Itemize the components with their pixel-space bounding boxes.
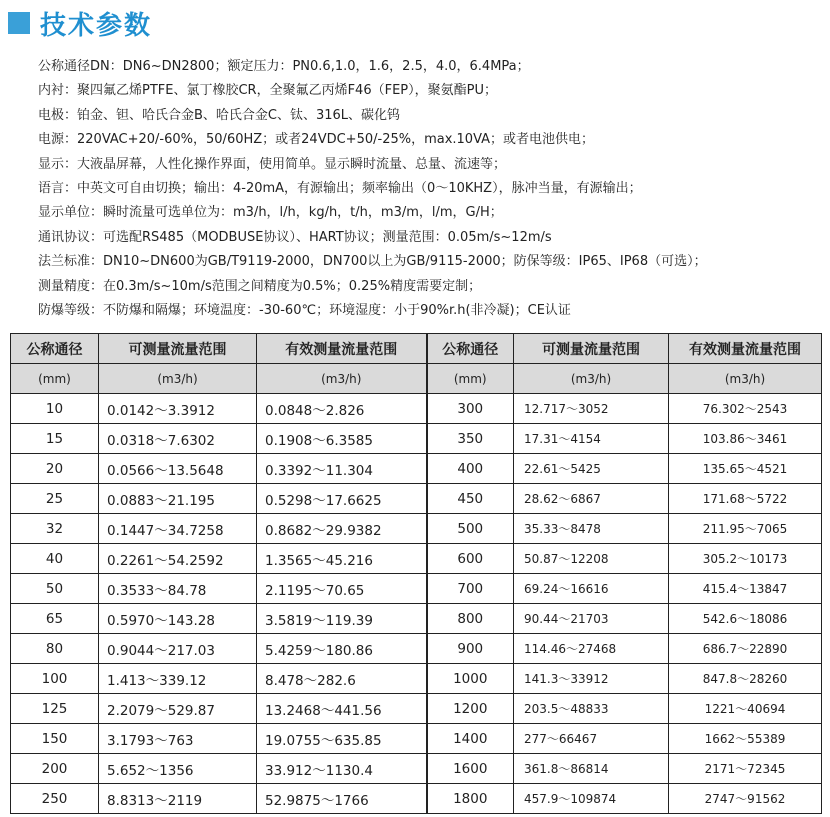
spec-list [38, 55, 823, 323]
flow-range-cell: 0.8682～29.9382 [257, 514, 427, 544]
column-unit: (m3/h) [669, 364, 822, 394]
diameter-cell: 800 [427, 604, 514, 634]
flow-range-cell: 1.413～339.12 [99, 664, 257, 694]
flow-range-cell: 361.8～86814 [514, 754, 669, 784]
flow-range-cell: 2.2079～529.87 [99, 694, 257, 724]
diameter-cell: 1200 [427, 694, 514, 724]
flow-range-cell: 28.62～6867 [514, 484, 669, 514]
spec-line: 电极：铂金、钽、哈氏合金B、哈氏合金C、钛、316L、碳化钨 [38, 107, 401, 123]
table-row [11, 484, 822, 514]
table-row [11, 514, 822, 544]
flow-range-cell: 3.5819～119.39 [257, 604, 427, 634]
flow-range-cell: 17.31～4154 [514, 424, 669, 454]
flow-range-cell: 0.3533～84.78 [99, 574, 257, 604]
diameter-cell: 900 [427, 634, 514, 664]
flow-range-cell: 141.3～33912 [514, 664, 669, 694]
flow-range-cell: 114.46～27468 [514, 634, 669, 664]
column-header: 公称通径 [11, 334, 99, 364]
column-header: 有效测量流量范围 [669, 334, 822, 364]
flow-range-cell: 0.1908～6.3585 [257, 424, 427, 454]
flow-range-cell: 5.4259～180.86 [257, 634, 427, 664]
spec-line: 通讯协议：可选配RS485（MODBUSE协议）、HART协议；测量范围：0.05m/s~12m/s [38, 229, 552, 245]
flow-range-cell: 33.912～1130.4 [257, 754, 427, 784]
spec-line: 电源：220VAC+20/-60%，50/60HZ；或者24VDC+50/-25%，max.10VA；或者电池供电； [38, 132, 595, 148]
flow-range-cell: 90.44～21703 [514, 604, 669, 634]
diameter-cell: 25 [11, 484, 99, 514]
diameter-cell: 500 [427, 514, 514, 544]
diameter-cell: 400 [427, 454, 514, 484]
diameter-cell: 1800 [427, 784, 514, 814]
flow-range-cell: 1221～40694 [669, 694, 822, 724]
flow-range-cell: 0.0142～3.3912 [99, 394, 257, 424]
diameter-cell: 1400 [427, 724, 514, 754]
spec-line: 防爆等级：不防爆和隔爆；环境温度：-30-60℃；环境湿度：小于90%r.h(非冷凝)；CE认证 [38, 302, 571, 318]
flow-range-cell: 2.1195～70.65 [257, 574, 427, 604]
spec-line: 公称通径DN：DN6~DN2800；额定压力：PN0.6,1.0，1.6，2.5，4.0，6.4MPa； [38, 59, 530, 74]
flow-range-cell: 19.0755～635.85 [257, 724, 427, 754]
flow-range-cell: 847.8～28260 [669, 664, 822, 694]
flow-range-cell: 457.9～109874 [514, 784, 669, 814]
flow-range-cell: 277～66467 [514, 724, 669, 754]
flow-range-cell: 50.87～12208 [514, 544, 669, 574]
flow-range-cell: 69.24～16616 [514, 574, 669, 604]
spec-line: 内衬：聚四氟乙烯PTFE、氯丁橡胶CR，全聚氟乙丙烯F46（FEP），聚氨酯PU； [38, 83, 497, 99]
diameter-cell: 50 [11, 574, 99, 604]
flow-range-cell: 0.0883～21.195 [99, 484, 257, 514]
flow-range-cell: 1662～55389 [669, 724, 822, 754]
diameter-cell: 200 [11, 754, 99, 784]
diameter-cell: 300 [427, 394, 514, 424]
parameter-table [10, 333, 822, 814]
table-header-row [11, 334, 822, 364]
flow-range-cell: 686.7～22890 [669, 634, 822, 664]
spec-line: 显示：大液晶屏幕，人性化操作界面，使用简单。显示瞬时流量、总量、流速等； [38, 156, 507, 172]
flow-range-cell: 415.4～13847 [669, 574, 822, 604]
diameter-cell: 350 [427, 424, 514, 454]
column-header: 可测量流量范围 [99, 334, 257, 364]
flow-range-cell: 1.3565～45.216 [257, 544, 427, 574]
diameter-cell: 65 [11, 604, 99, 634]
flow-range-cell: 135.65～4521 [669, 454, 822, 484]
flow-range-cell: 13.2468～441.56 [257, 694, 427, 724]
spec-line: 显示单位：瞬时流量可选单位为：m3/h，l/h，kg/h，t/h，m3/m，l/m，G/H； [38, 205, 503, 221]
flow-range-cell: 3.1793～763 [99, 724, 257, 754]
title-marker-icon [8, 12, 30, 34]
diameter-cell: 250 [11, 784, 99, 814]
flow-range-cell: 12.717～3052 [514, 394, 669, 424]
flow-range-cell: 171.68～5722 [669, 484, 822, 514]
flow-range-cell: 52.9875～1766 [257, 784, 427, 814]
column-unit: (mm) [11, 364, 99, 394]
table-row [11, 784, 822, 814]
flow-range-cell: 0.9044～217.03 [99, 634, 257, 664]
diameter-cell: 10 [11, 394, 99, 424]
diameter-cell: 1600 [427, 754, 514, 784]
flow-range-cell: 305.2～10173 [669, 544, 822, 574]
diameter-cell: 40 [11, 544, 99, 574]
table-unit-row [11, 364, 822, 394]
flow-range-cell: 211.95～7065 [669, 514, 822, 544]
diameter-cell: 100 [11, 664, 99, 694]
flow-range-cell: 2747～91562 [669, 784, 822, 814]
diameter-cell: 20 [11, 454, 99, 484]
flow-range-cell: 22.61～5425 [514, 454, 669, 484]
flow-range-cell: 0.0566～13.5648 [99, 454, 257, 484]
flow-range-cell: 542.6～18086 [669, 604, 822, 634]
table-row [11, 754, 822, 784]
flow-range-cell: 76.302～2543 [669, 394, 822, 424]
flow-range-cell: 0.5970～143.28 [99, 604, 257, 634]
table-row [11, 574, 822, 604]
column-unit: (m3/h) [99, 364, 257, 394]
spec-line: 语言：中英文可自由切换；输出：4-20mA，有源输出；频率输出（0～10KHZ），脉冲当量，有源输出； [38, 180, 642, 196]
flow-range-cell: 2171～72345 [669, 754, 822, 784]
column-header: 有效测量流量范围 [257, 334, 427, 364]
flow-range-cell: 35.33～8478 [514, 514, 669, 544]
flow-range-cell: 0.5298～17.6625 [257, 484, 427, 514]
flow-range-cell: 0.3392～11.304 [257, 454, 427, 484]
flow-range-cell: 0.2261～54.2592 [99, 544, 257, 574]
diameter-cell: 80 [11, 634, 99, 664]
table-row [11, 724, 822, 754]
column-unit: (mm) [427, 364, 514, 394]
flow-range-cell: 0.0318～7.6302 [99, 424, 257, 454]
diameter-cell: 450 [427, 484, 514, 514]
diameter-cell: 700 [427, 574, 514, 604]
flow-range-cell: 0.0848～2.826 [257, 394, 427, 424]
flow-range-cell: 5.652～1356 [99, 754, 257, 784]
flow-range-cell: 103.86～3461 [669, 424, 822, 454]
diameter-cell: 150 [11, 724, 99, 754]
table-row [11, 424, 822, 454]
diameter-cell: 125 [11, 694, 99, 724]
flow-range-cell: 203.5～48833 [514, 694, 669, 724]
column-unit: (m3/h) [514, 364, 669, 394]
diameter-cell: 1000 [427, 664, 514, 694]
diameter-cell: 600 [427, 544, 514, 574]
diameter-cell: 15 [11, 424, 99, 454]
table-row [11, 394, 822, 424]
flow-range-cell: 8.478～282.6 [257, 664, 427, 694]
table-row [11, 664, 822, 694]
table-row [11, 634, 822, 664]
column-header: 公称通径 [427, 334, 514, 364]
spec-line: 法兰标准：DN10~DN600为GB/T9119-2000，DN700以上为GB/9115-2000；防保等级：IP65、IP68（可选）； [38, 254, 707, 270]
section-header [8, 6, 152, 40]
column-header: 可测量流量范围 [514, 334, 669, 364]
diameter-cell: 32 [11, 514, 99, 544]
column-unit: (m3/h) [257, 364, 427, 394]
table-row [11, 694, 822, 724]
table-row [11, 604, 822, 634]
flow-range-cell: 8.8313～2119 [99, 784, 257, 814]
spec-line: 测量精度：在0.3m/s~10m/s范围之间精度为0.5%；0.25%精度需要定制； [38, 278, 482, 294]
table-row [11, 544, 822, 574]
flow-range-cell: 0.1447～34.7258 [99, 514, 257, 544]
page-title: 技术参数 [40, 10, 153, 41]
table-row [11, 454, 822, 484]
